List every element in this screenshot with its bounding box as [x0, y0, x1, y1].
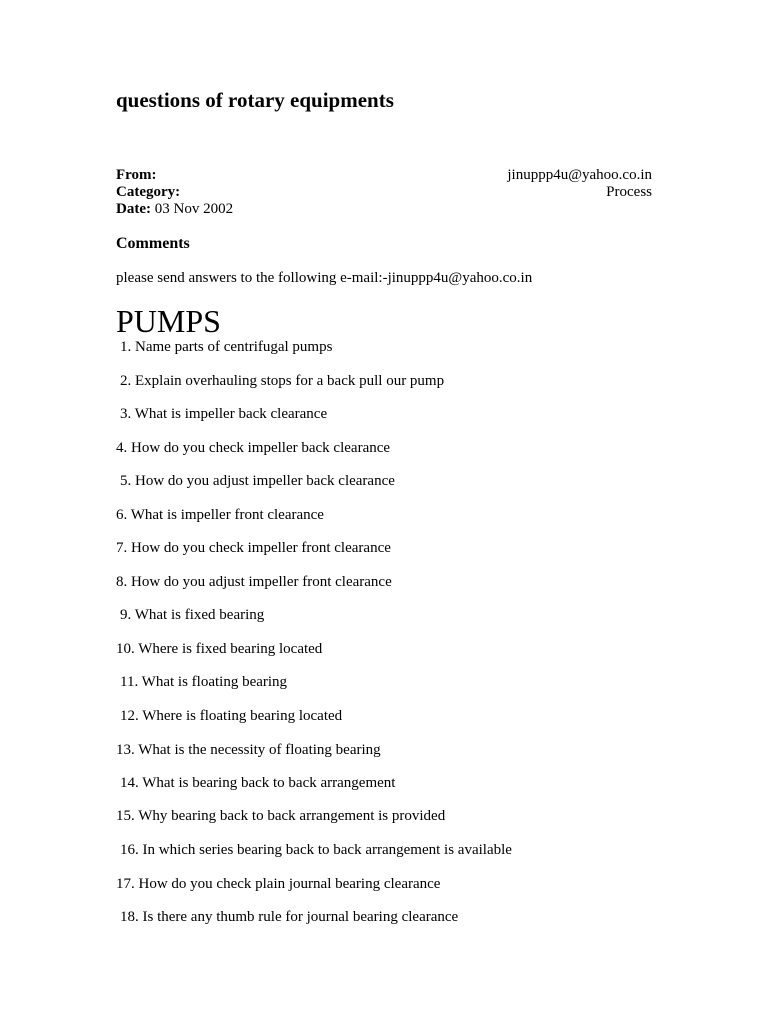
question-item: 5. How do you adjust impeller back clearance	[120, 473, 395, 489]
section-heading-pumps: PUMPS	[116, 303, 221, 339]
meta-from-row	[116, 167, 652, 184]
question-item: 10. Where is fixed bearing located	[116, 641, 323, 657]
category-value: Process	[606, 184, 652, 200]
meta-date-row	[116, 201, 652, 218]
comments-heading: Comments	[116, 235, 190, 252]
comment-text: please send answers to the following e-mail:-jinuppp4u@yahoo.co.in	[116, 270, 533, 286]
question-item: 8. How do you adjust impeller front clearance	[116, 574, 392, 590]
question-item: 2. Explain overhauling stops for a back pull our pump	[120, 373, 445, 389]
date-value: 03 Nov 2002	[154, 201, 234, 217]
from-value: jinuppp4u@yahoo.co.in	[507, 167, 652, 183]
question-item: 11. What is floating bearing	[120, 674, 288, 690]
question-item: 4. How do you check impeller back clearance	[116, 440, 391, 456]
question-item: 15. Why bearing back to back arrangement is provided	[116, 808, 446, 824]
meta-category-row	[116, 184, 652, 201]
question-item: 14. What is bearing back to back arrangement	[120, 775, 396, 791]
question-item: 9. What is fixed bearing	[120, 607, 265, 623]
question-item: 18. Is there any thumb rule for journal bearing clearance	[120, 909, 459, 925]
from-label: From:	[116, 167, 157, 183]
question-item: 3. What is impeller back clearance	[120, 406, 328, 422]
question-item: 17. How do you check plain journal bearing clearance	[116, 876, 441, 892]
question-item: 1. Name parts of centrifugal pumps	[120, 339, 333, 355]
question-item: 6. What is impeller front clearance	[116, 507, 324, 523]
question-item: 7. How do you check impeller front clearance	[116, 540, 391, 556]
question-item: 12. Where is floating bearing located	[120, 708, 343, 724]
category-label: Category:	[116, 184, 181, 200]
document-title: questions of rotary equipments	[116, 88, 394, 112]
date-label: Date:	[116, 201, 151, 217]
question-item: 16. In which series bearing back to back arrangement is available	[120, 842, 512, 858]
question-item: 13. What is the necessity of floating bearing	[116, 742, 381, 758]
